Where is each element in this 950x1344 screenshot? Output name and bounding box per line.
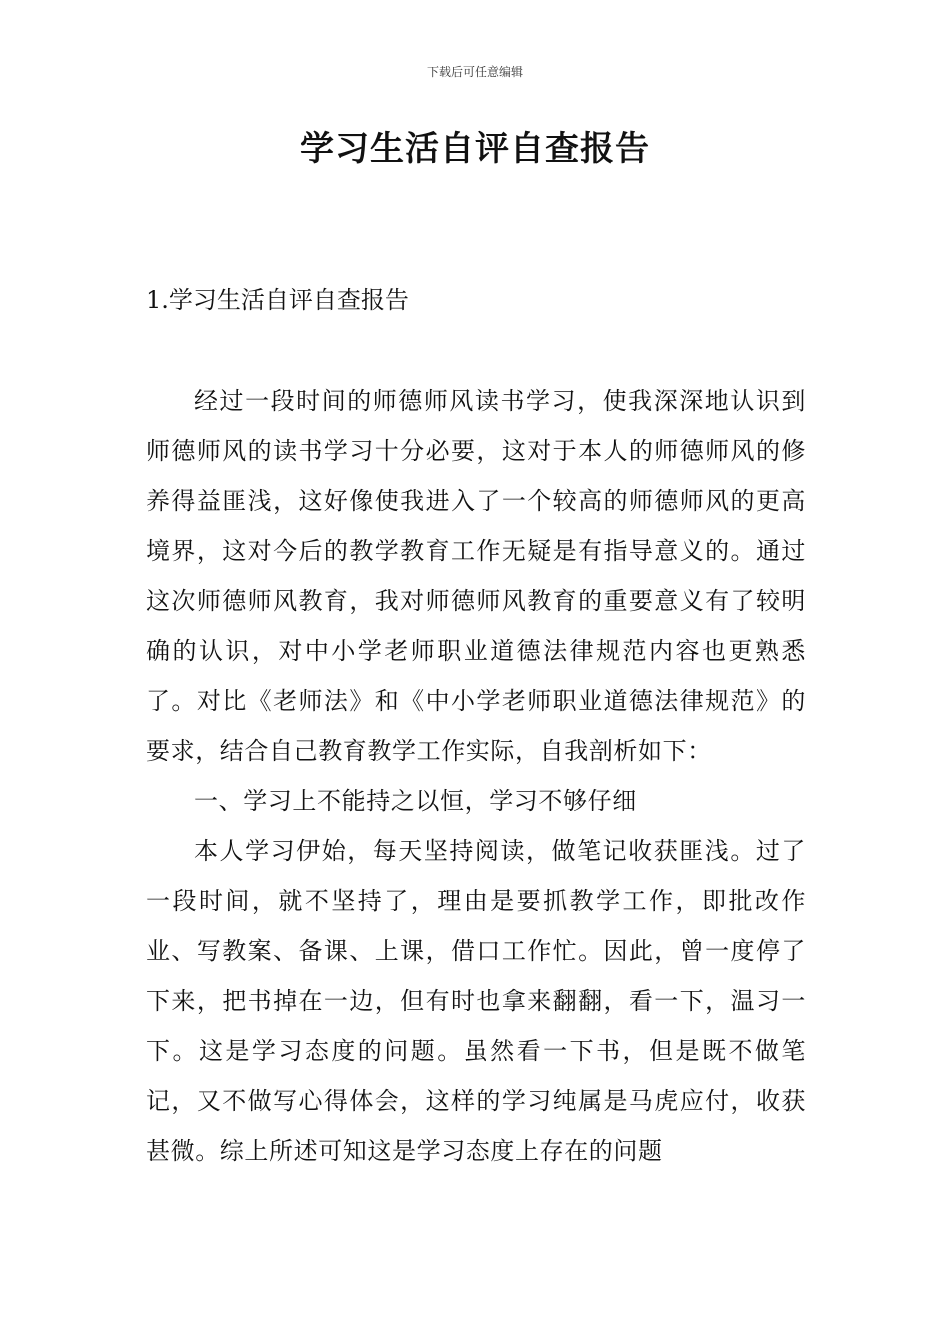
header-note: 下载后可任意编辑 — [426, 65, 523, 79]
body-text — [146, 376, 806, 1176]
paragraph-subheading: 一、学习上不能持之以恒，学习不够仔细 — [194, 787, 637, 815]
paragraph-self-review: 本人学习伊始，每天坚持阅读，做笔记收获匪浅。过了一段时间，就不坚持了，理由是要抓教学工作，即批改作业、写教案、备课、上课，借口工作忙。因此，曾一度停了下来，把书掉在一边，但有时也拿来翻翻，看一下，温习一下。这是学习态度的问题。虽然看一下书，但是既不做笔记，又不做写心得体会，这样的学习纯属是马虎应付，收获甚微。综上所述可知这是学习态度上存在的问题 — [146, 837, 806, 1165]
document-title: 学习生活自评自查报告 — [300, 129, 650, 169]
paragraph-intro: 经过一段时间的师德师风读书学习，使我深深地认识到师德师风的读书学习十分必要，这对于本人的师德师风的修养得益匪浅，这好像使我进入了一个较高的师德师风的更高境界，这对今后的教学教育工作无疑是有指导意义的。通过这次师德师风教育，我对师德师风教育的重要意义有了较明确的认识，对中小学老师职业道德法律规范内容也更熟悉了。对比《老师法》和《中小学老师职业道德法律规范》的要求，结合自己教育教学工作实际，自我剖析如下： — [146, 387, 806, 765]
section-heading: 1.学习生活自评自查报告 — [146, 286, 409, 314]
